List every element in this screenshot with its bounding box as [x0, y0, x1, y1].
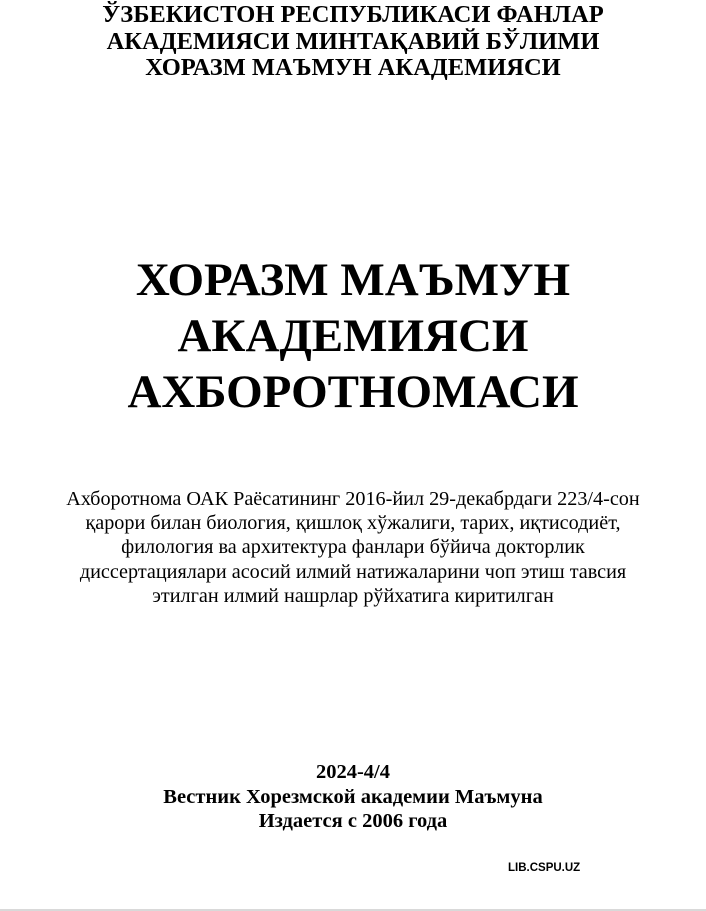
journal-russian-title: Вестник Хорезмской академии Маъмуна: [163, 785, 543, 808]
description-line-1: Ахборотнома ОАК Раёсатининг 2016-йил 29-декабрдаги 223/4-сон: [66, 488, 640, 510]
title-line-2: АКАДЕМИЯСИ: [177, 310, 529, 362]
title-line-1: ХОРАЗМ МАЪМУН: [135, 254, 571, 306]
institution-header: [0, 2, 706, 82]
description-line-5: этилган илмий нашрлар рўйхатига киритилган: [152, 584, 554, 607]
description-line-3: филология ва архитектура фанлари бўйича докторлик: [121, 536, 585, 559]
watermark: LIB.CSPU.UZ: [508, 862, 581, 874]
header-line-3: ХОРАЗМ МАЪМУН АКАДЕМИЯСИ: [145, 54, 561, 81]
journal-title: [0, 252, 706, 420]
header-line-1: ЎЗБЕКИСТОН РЕСПУБЛИКАСИ ФАНЛАР: [102, 1, 604, 28]
title-line-3: АХБОРОТНОМАСИ: [127, 366, 579, 418]
description-line-4: диссертациялари асосий илмий натижаларини чоп этиш тавсия: [79, 560, 627, 583]
header-line-2: АКАДЕМИЯСИ МИНТАҚАВИЙ БЎЛИМИ: [106, 27, 600, 55]
issue-info: [0, 760, 706, 834]
description-line-2: қарори билан биология, қишлоқ хўжалиги, тарих, иқтисодиёт,: [85, 512, 621, 535]
published-since: Издается с 2006 года: [258, 810, 448, 832]
issue-number: 2024-4/4: [315, 761, 391, 783]
accreditation-description: [0, 487, 706, 608]
